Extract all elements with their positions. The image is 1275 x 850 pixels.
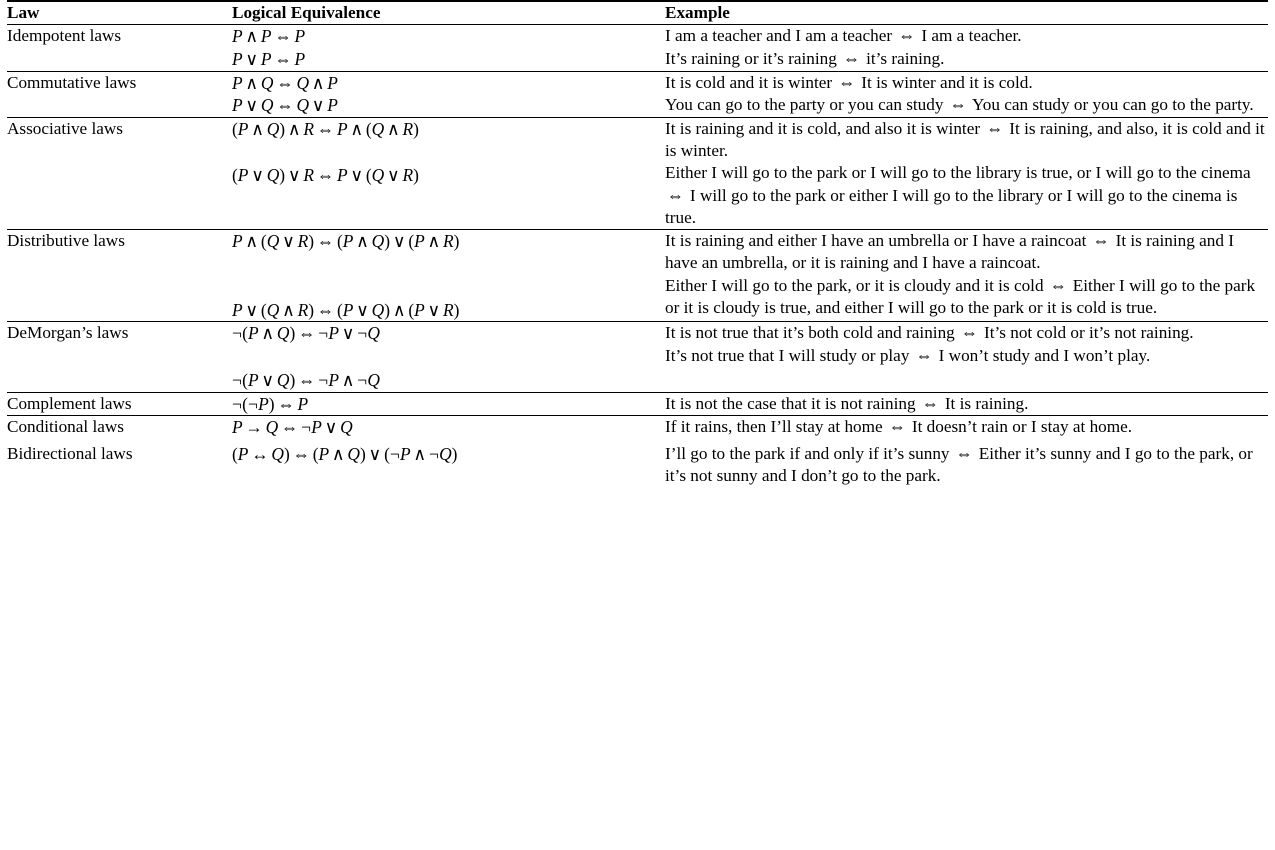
law-name: Complement laws xyxy=(7,392,232,416)
example-sentence: It is not true that it’s both cold and raining ⇔ It’s not cold or it’s not raining. xyxy=(665,323,1194,343)
equivalence-expression: P ∧ Q ⇔ Q ∧ P xyxy=(232,72,338,93)
logical-equivalence-cell xyxy=(232,117,665,229)
equivalence-expression: ¬(P ∨ Q) ⇔ ¬P ∧ ¬Q xyxy=(232,369,380,390)
logical-equivalence-cell xyxy=(232,230,665,322)
table-row xyxy=(7,443,1268,488)
logical-equivalence-cell xyxy=(232,322,665,392)
logical-equivalence-cell xyxy=(232,25,665,71)
example-cell xyxy=(665,322,1268,392)
example-sentence: It’s not true that I will study or play ⇔ I won’t study and I won’t play. xyxy=(665,345,1151,365)
equivalence-expression: P → Q ⇔ ¬P ∨ Q xyxy=(232,417,353,438)
table-row xyxy=(7,322,1268,392)
example-sentence: Either I will go to the park, or it is cloudy and it is cold ⇔ Either I will go to the park or it is cloudy is true, and either I will go to the park or it is cold is true. xyxy=(665,275,1256,317)
equivalence-expression: ¬(¬P) ⇔ P xyxy=(232,393,309,414)
logical-equivalence-cell xyxy=(232,392,665,416)
example-cell xyxy=(665,416,1268,443)
example-sentence: I am a teacher and I am a teacher ⇔ I am a teacher. xyxy=(665,26,1022,46)
table-row xyxy=(7,117,1268,229)
example-sentence: If it rains, then I’ll stay at home ⇔ It doesn’t rain or I stay at home. xyxy=(665,417,1133,437)
equivalence-expression: P ∨ Q ⇔ Q ∨ P xyxy=(232,95,338,116)
example-cell xyxy=(665,25,1268,71)
table-row xyxy=(7,71,1268,117)
equivalence-expression: P ∧ (Q ∨ R) ⇔ (P ∧ Q) ∨ (P ∧ R) xyxy=(232,231,460,252)
column-header-example: Example xyxy=(665,1,1268,25)
example-sentence: It is cold and it is winter ⇔ It is winter and it is cold. xyxy=(665,72,1033,92)
logical-equivalence-table-container xyxy=(7,0,1268,487)
example-sentence: It is raining and it is cold, and also it is winter ⇔ It is raining, and also, it is cold and it is winter. xyxy=(665,118,1265,161)
example-cell xyxy=(665,71,1268,117)
example-cell xyxy=(665,443,1268,488)
table-row xyxy=(7,392,1268,416)
column-header-law: Law xyxy=(7,1,232,25)
equivalence-expression: P ∧ P ⇔ P xyxy=(232,26,306,47)
table-header-row xyxy=(7,1,1268,25)
example-sentence: You can go to the party or you can study ⇔ You can study or you can go to the party. xyxy=(665,94,1254,114)
equivalence-expression: P ∨ (Q ∧ R) ⇔ (P ∨ Q) ∧ (P ∨ R) xyxy=(232,299,460,320)
example-sentence: Either I will go to the park or I will go to the library is true, or I will go to the cinema ⇔ I will go to the park or either I will go to the library or I will go to the cinema is true. xyxy=(665,163,1251,227)
law-name: Associative laws xyxy=(7,117,232,229)
example-cell xyxy=(665,117,1268,229)
law-name: Distributive laws xyxy=(7,230,232,322)
column-header-logical-equivalence: Logical Equivalence xyxy=(232,1,665,25)
equivalence-expression: (P ∧ Q) ∧ R ⇔ P ∧ (Q ∧ R) xyxy=(232,118,419,139)
table-row xyxy=(7,416,1268,443)
equivalence-expression: (P ∨ Q) ∨ R ⇔ P ∨ (Q ∨ R) xyxy=(232,165,419,186)
logical-equivalence-cell xyxy=(232,416,665,443)
law-name: Conditional laws xyxy=(7,416,232,443)
logical-equivalence-cell xyxy=(232,443,665,488)
example-sentence: It is not the case that it is not raining ⇔ It is raining. xyxy=(665,393,1029,413)
example-sentence: It’s raining or it’s raining ⇔ it’s raining. xyxy=(665,48,945,68)
equivalence-expression: P ∨ P ⇔ P xyxy=(232,48,306,69)
example-cell xyxy=(665,230,1268,322)
logical-equivalence-cell xyxy=(232,71,665,117)
table-header xyxy=(7,1,1268,25)
law-name: Idempotent laws xyxy=(7,25,232,71)
law-name: Bidirectional laws xyxy=(7,443,133,463)
logical-equivalence-table xyxy=(7,0,1268,487)
example-sentence: I’ll go to the park if and only if it’s sunny ⇔ Either it’s sunny and I go to the park, or it’s not sunny and I don’t go to the park. xyxy=(665,443,1253,486)
example-sentence: It is raining and either I have an umbrella or I have a raincoat ⇔ It is raining and I have an umbrella, or it is raining and I have a raincoat. xyxy=(665,231,1234,273)
law-name: Commutative laws xyxy=(7,71,232,117)
law-name: DeMorgan’s laws xyxy=(7,322,232,392)
table-row xyxy=(7,25,1268,71)
table-body xyxy=(7,25,1268,488)
example-cell xyxy=(665,392,1268,416)
equivalence-expression: (P ↔ Q) ⇔ (P ∧ Q) ∨ (¬P ∧ ¬Q) xyxy=(232,443,458,464)
equivalence-expression: ¬(P ∧ Q) ⇔ ¬P ∨ ¬Q xyxy=(232,323,380,344)
table-row xyxy=(7,230,1268,322)
